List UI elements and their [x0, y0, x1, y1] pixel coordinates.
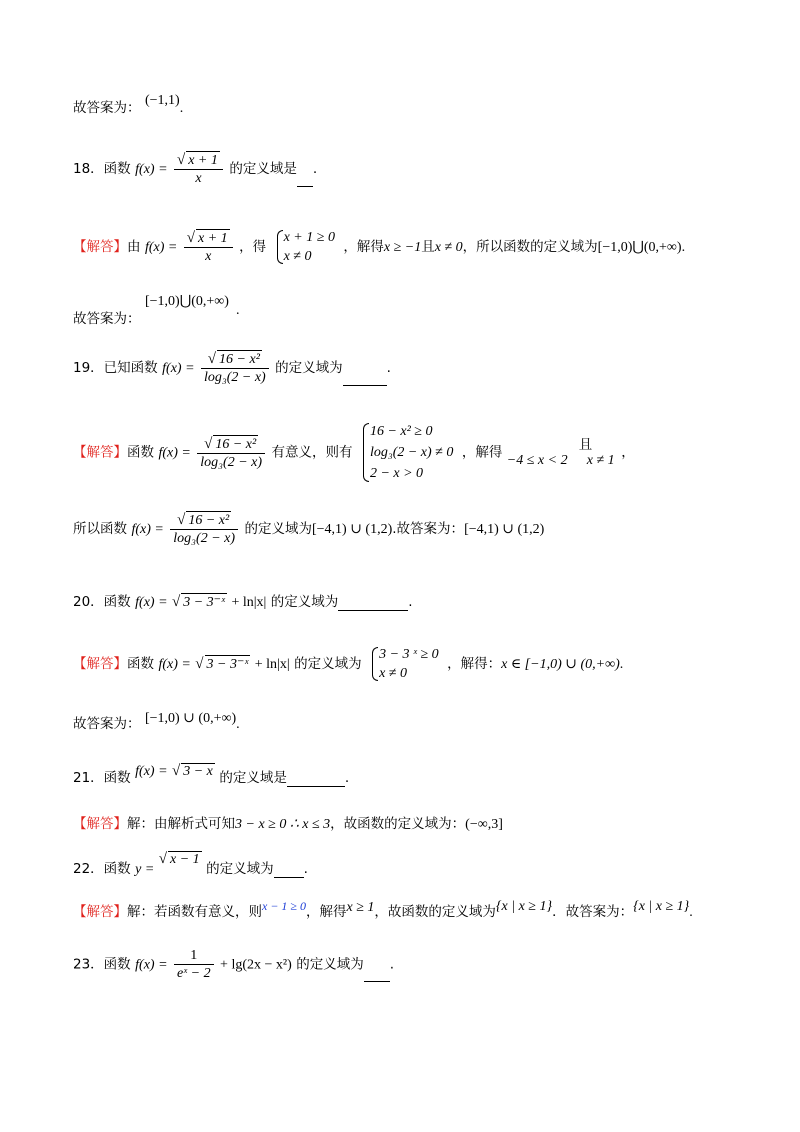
question-number: 18．函数 — [73, 161, 131, 177]
denominator: x — [205, 249, 212, 264]
function-lhs: f(x) = — [144, 240, 178, 255]
text: 且 — [578, 436, 593, 453]
system-row: 16 − x² ≥ 0 — [369, 424, 433, 439]
text: . — [619, 657, 624, 672]
range-result: −4 ≤ x < 2 — [506, 452, 568, 468]
system-row: x + 1 ≥ 0 — [283, 230, 335, 245]
question-number: 23．函数 — [73, 956, 131, 973]
answer-value: (−1,1) — [144, 93, 180, 108]
answer-20: 故答案为： [−1,0) ∪ (0,+∞). — [73, 711, 240, 732]
radicand: x − 1 — [170, 852, 200, 867]
expression: 3 − x ≥ 0 ∴ x ≤ 3 — [235, 817, 331, 832]
denominator: x — [195, 171, 202, 186]
condition: x ≥ −1 — [383, 240, 422, 255]
question-tail: 的定义域是 — [219, 770, 287, 786]
question-tail: 的定义域为 — [275, 360, 343, 376]
answer-label: 故答案为： — [73, 716, 141, 732]
question-number: 21．函数 — [73, 770, 131, 786]
text: ，得 — [239, 239, 267, 255]
question-20: 20．函数 f(x) = √ 3 − 3⁻ˣ + ln|x| 的定义域为 . — [73, 594, 413, 610]
function-lhs: f(x) = — [135, 957, 168, 973]
system-row: x ≠ 0 — [283, 249, 312, 264]
solution-tag: 【解答】 — [73, 816, 127, 832]
text: 函数 — [127, 444, 154, 461]
domain-result: [−4,1) ∪ (1,2) — [311, 522, 393, 537]
text: ，故函数的定义域为 — [374, 904, 496, 920]
solution-tag: 【解答】 — [73, 904, 127, 920]
text: ．故答案为： — [552, 904, 634, 920]
expression: + ln|x| — [254, 657, 290, 672]
denominator: log₃(2 − x) — [200, 454, 263, 470]
radicand: 3 − 3⁻ˣ — [206, 657, 249, 672]
question-22: 22．函数 y = √ x − 1 的定义域为 . — [73, 851, 308, 877]
function-lhs: f(x) = — [162, 361, 195, 376]
function-lhs: f(x) = — [158, 657, 191, 672]
text: .故答案为： — [392, 521, 465, 537]
question-tail: 的定义域为 — [206, 861, 274, 877]
expression: + ln|x| — [231, 595, 267, 610]
text: ， — [621, 444, 635, 461]
result-block — [507, 433, 617, 473]
fraction — [174, 947, 214, 982]
answer-label: 故答案为： — [73, 311, 141, 327]
function-lhs: f(x) = — [131, 522, 164, 537]
question-21: 21．函数 f(x) = √ 3 − x 的定义域是 . — [73, 763, 350, 786]
system-row: 3 − 3 ˣ ≥ 0 — [379, 647, 439, 662]
text: 且 — [421, 239, 435, 255]
fraction: $\frac{√ x + 1}{x}$ — [184, 229, 233, 265]
condition: x ≠ 1 — [586, 452, 615, 468]
answer-value: [−1,0) ∪ (0,+∞) — [144, 711, 237, 726]
radicand: 16 − x² — [188, 513, 230, 528]
answer-value: [−1,0)⋃(0,+∞) — [145, 294, 229, 309]
text: 由 — [127, 239, 141, 255]
equation-system — [275, 228, 335, 266]
radicand: x + 1 — [188, 153, 218, 168]
text: ，解得： — [447, 656, 502, 672]
numerator: 1 — [174, 947, 214, 965]
function-lhs: y = — [135, 862, 155, 877]
denominator: eˣ − 2 — [176, 966, 211, 981]
question-number: 20．函数 — [73, 594, 131, 610]
function-lhs: f(x) = — [158, 445, 191, 461]
function-lhs: f(x) = — [135, 162, 168, 177]
system-row: x ≠ 0 — [379, 666, 407, 681]
question-tail: 的定义域为 — [296, 956, 364, 973]
domain-result: [−1,0)⋃(0,+∞) — [597, 240, 682, 255]
text: . — [689, 905, 693, 920]
text: 解：由解析式可知 — [127, 816, 235, 832]
radicand: 3 − 3⁻ˣ — [183, 595, 225, 610]
text: 的定义域为 — [244, 521, 312, 537]
solution-19-conclusion — [73, 511, 760, 547]
condition: x ≠ 0 — [434, 240, 463, 255]
radicand: 16 − x² — [219, 352, 260, 367]
question-18: 18．函数 f(x) = $\frac{√ x + 1}{x}$ 的定义域是 . — [73, 152, 318, 186]
function-lhs: f(x) = — [135, 764, 168, 779]
equation-system — [361, 421, 453, 484]
fraction: $\frac{\text{√ 16 − x²}}{\text{log₃(2 − x)}}$ — [197, 435, 265, 471]
radicand: 16 − x² — [215, 436, 257, 452]
text: ，解得 — [343, 239, 384, 255]
question-19: 19．已知函数 f(x) = $\frac{\text{√ 16 − x²}}{\text{log₃(2 − x)}}$ 的定义域为 . — [73, 351, 391, 385]
solution-18: 【解答】由 f(x) = $\frac{√ x + 1}{x}$ ，得 x + 1 ≥ 0 x ≠ 0 ，解得x ≥ −1且x ≠ 0，所以函数的定义域为[−1,0)⋃(0,+∞). — [73, 230, 686, 264]
denominator: log₃(2 − x) — [203, 370, 266, 385]
fraction: $\frac{\text{√ 16 − x²}}{\text{log₃(2 − x)}}$ — [170, 511, 238, 547]
equation-system — [370, 645, 439, 683]
text: 函数 — [127, 656, 154, 672]
condition: x − 1 ≥ 0 — [262, 899, 307, 913]
question-number: 22．函数 — [73, 861, 131, 877]
solution-tag: 【解答】 — [73, 444, 127, 461]
question-number: 19．已知函数 — [73, 360, 158, 376]
question-tail: 的定义域是 — [229, 161, 297, 177]
fraction: $\frac{\text{√ 16 − x²}}{\text{log₃(2 − x)}}$ — [201, 350, 269, 386]
text: 有意义，则有 — [271, 444, 353, 461]
solution-19 — [73, 421, 760, 484]
expression: + lg(2x − x²) — [220, 957, 292, 973]
fraction: $\frac{√ x + 1}{x}$ — [174, 151, 223, 187]
radicand: 3 − x — [183, 764, 213, 779]
solution-tag: 【解答】 — [73, 239, 127, 255]
text: ，故函数的定义域为： — [330, 816, 466, 832]
domain-result: {x | x ≥ 1} — [495, 899, 553, 914]
text: ，解得 — [461, 444, 503, 461]
solution-22 — [73, 900, 760, 921]
function-lhs: f(x) = — [135, 595, 168, 610]
solution-21 — [73, 812, 760, 833]
text: ，所以函数的定义域为 — [462, 239, 598, 255]
domain-result: (−∞,3] — [465, 817, 503, 832]
domain-result: x ∈ [−1,0) ∪ (0,+∞) — [501, 657, 620, 672]
system-row: 2 − x > 0 — [369, 466, 424, 481]
solution-tag: 【解答】 — [73, 656, 127, 672]
denominator: log₃(2 − x) — [173, 531, 236, 546]
radicand: x + 1 — [198, 231, 228, 246]
answer-line-1: 故答案为： (−1,1). — [73, 93, 184, 116]
system-row: log₃(2 − x) ≠ 0 — [369, 445, 454, 460]
domain-result: {x | x ≥ 1} — [633, 899, 690, 914]
text: ，解得 — [306, 904, 347, 920]
domain-result: [−4,1) ∪ (1,2) — [464, 522, 545, 537]
question-tail: 的定义域为 — [270, 594, 339, 610]
range-result: x ≥ 1 — [346, 900, 375, 915]
text: 所以函数 — [73, 521, 127, 537]
answer-label: 故答案为： — [73, 100, 141, 116]
solution-20: 【解答】函数 f(x) = √ 3 − 3⁻ˣ + ln|x| 的定义域为 3 − 3 ˣ ≥ 0 x ≠ 0 ，解得：x ∈ [−1,0) ∪ (0,+∞). — [73, 647, 624, 681]
text: 的定义域为 — [294, 656, 362, 672]
text: 解：若函数有意义，则 — [127, 904, 262, 920]
question-23: 23．函数 f(x) = $\frac{1}{\text{eˣ − 2}}$ + lg(2x − x²) 的定义域为 . — [73, 948, 394, 981]
